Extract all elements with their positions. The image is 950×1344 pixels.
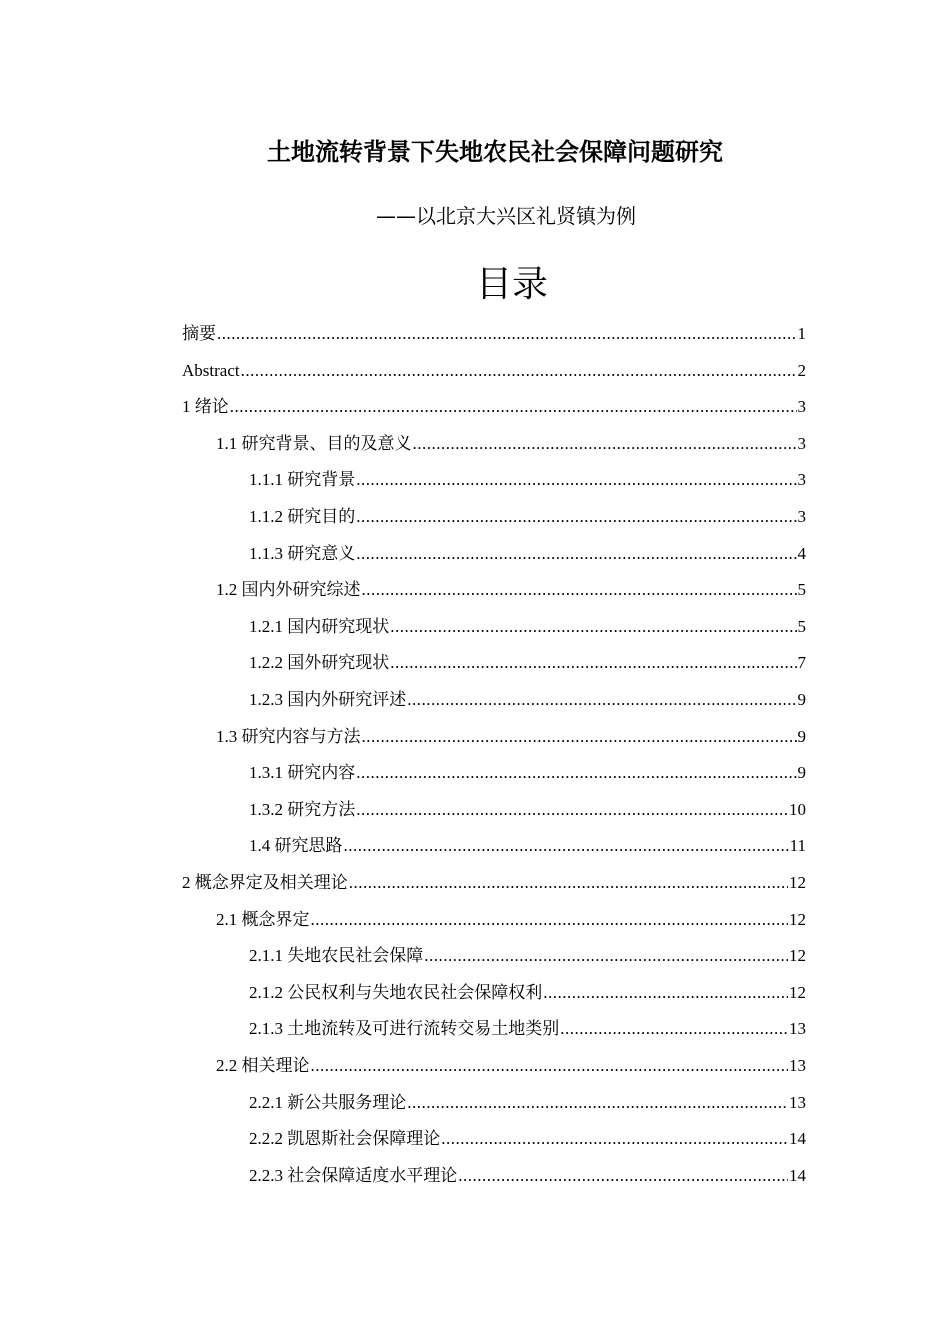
toc-entry[interactable] — [249, 540, 806, 568]
toc-entry-page-number: 3 — [797, 470, 806, 490]
toc-entry-page-number: 13 — [789, 1019, 806, 1039]
toc-entry[interactable] — [182, 869, 806, 897]
toc-leader-dots — [543, 979, 788, 1007]
toc-entry-label: 2.2.1 新公共服务理论 — [249, 1092, 407, 1112]
toc-entry-label: 1.1 研究背景、目的及意义 — [216, 433, 412, 453]
toc-entry[interactable] — [216, 906, 806, 934]
toc-entry-label: 1.3.1 研究内容 — [249, 763, 356, 783]
toc-entry-page-number: 2 — [797, 360, 806, 380]
toc-leader-dots — [217, 320, 797, 348]
toc-entry-page-number: 12 — [789, 873, 806, 892]
toc-entry-page-number: 1 — [797, 324, 806, 343]
toc-leader-dots — [230, 393, 797, 421]
toc-leader-dots — [390, 649, 796, 677]
toc-entry[interactable] — [249, 503, 806, 531]
toc-entry-page-number: 3 — [797, 507, 806, 526]
toc-entry-label: 2.1 概念界定 — [216, 909, 310, 929]
toc-entry-label: 2.1.1 失地农民社会保障 — [249, 946, 424, 966]
toc-leader-dots — [356, 759, 796, 787]
toc-entry-label: 1 绪论 — [182, 397, 229, 417]
toc-leader-dots — [356, 540, 796, 568]
toc-entry-page-number: 7 — [797, 653, 806, 673]
toc-leader-dots — [362, 576, 797, 604]
toc-leader-dots — [362, 723, 797, 751]
toc-entry-label: 1.1.1 研究背景 — [249, 470, 356, 490]
toc-entry[interactable] — [249, 1125, 806, 1153]
toc-leader-dots — [241, 357, 797, 385]
toc-entry-page-number: 9 — [797, 726, 806, 746]
toc-entry-label: 1.2.1 国内研究现状 — [249, 616, 390, 636]
toc-leader-dots — [441, 1125, 788, 1153]
toc-leader-dots — [311, 906, 789, 934]
toc-entry-page-number: 12 — [789, 946, 806, 966]
toc-entry-page-number: 14 — [789, 1165, 806, 1185]
toc-leader-dots — [390, 613, 796, 641]
toc-entry-page-number: 10 — [789, 799, 806, 819]
toc-entry-label: 2.2.3 社会保障适度水平理论 — [249, 1165, 458, 1185]
toc-entry[interactable] — [216, 723, 806, 751]
toc-entry[interactable] — [182, 393, 806, 421]
toc-entry-page-number: 4 — [797, 543, 806, 563]
toc-entry[interactable] — [182, 320, 806, 348]
toc-entry-label: Abstract — [182, 360, 240, 380]
toc-entry[interactable] — [249, 686, 806, 714]
toc-entry-label: 1.2.3 国内外研究评述 — [249, 690, 407, 709]
toc-entry[interactable] — [249, 942, 806, 970]
toc-entry-label: 1.4 研究思路 — [249, 836, 343, 856]
toc-entry-page-number: 13 — [789, 1092, 806, 1112]
toc-leader-dots — [560, 1015, 788, 1043]
toc-leader-dots — [311, 1052, 789, 1080]
toc-entry[interactable] — [216, 576, 806, 604]
toc-entry[interactable] — [249, 1089, 806, 1117]
toc-entry[interactable] — [249, 979, 806, 1007]
toc-entry[interactable] — [249, 649, 806, 677]
toc-leader-dots — [413, 430, 797, 458]
toc-entry-page-number: 5 — [797, 616, 806, 636]
toc-entry[interactable] — [249, 1015, 806, 1043]
toc-entry-label: 1.3.2 研究方法 — [249, 799, 356, 819]
toc-leader-dots — [458, 1162, 788, 1190]
toc-entry-page-number: 14 — [789, 1129, 806, 1149]
toc-entry-page-number: 9 — [797, 763, 806, 783]
toc-entry-page-number: 3 — [797, 397, 806, 417]
toc-entry-label: 2 概念界定及相关理论 — [182, 873, 348, 892]
toc-leader-dots — [407, 1089, 788, 1117]
toc-entry[interactable] — [216, 430, 806, 458]
toc-entry-label: 1.1.3 研究意义 — [249, 543, 356, 563]
toc-entry[interactable] — [249, 796, 806, 824]
toc-leader-dots — [356, 503, 796, 531]
toc-entry-label: 2.1.3 土地流转及可进行流转交易土地类别 — [249, 1019, 560, 1039]
toc-entry[interactable] — [249, 466, 806, 494]
toc-entry[interactable] — [216, 1052, 806, 1080]
toc-leader-dots — [349, 869, 788, 897]
toc-entry-page-number: 12 — [789, 982, 806, 1002]
toc-leader-dots — [356, 796, 788, 824]
toc-leader-dots — [344, 832, 789, 860]
toc-entry[interactable] — [249, 1162, 806, 1190]
toc-entry[interactable] — [182, 357, 806, 385]
document-subtitle: ——以北京大兴区礼贤镇为例 — [376, 204, 636, 228]
toc-entry[interactable] — [249, 613, 806, 641]
toc-entry-label: 1.2.2 国外研究现状 — [249, 653, 390, 673]
toc-entry-page-number: 11 — [789, 836, 806, 856]
toc-entry[interactable] — [249, 832, 806, 860]
toc-entry[interactable] — [249, 759, 806, 787]
toc-entry-label: 摘要 — [182, 324, 216, 343]
toc-entry-page-number: 5 — [797, 580, 806, 600]
toc-entry-page-number: 9 — [797, 690, 806, 709]
toc-leader-dots — [356, 466, 796, 494]
toc-entry-label: 2.2 相关理论 — [216, 1056, 310, 1075]
toc-entry-label: 1.2 国内外研究综述 — [216, 580, 361, 600]
toc-leader-dots — [424, 942, 788, 970]
toc-entry-page-number: 12 — [789, 909, 806, 929]
toc-entry-label: 2.2.2 凯恩斯社会保障理论 — [249, 1129, 441, 1149]
toc-heading: 目录 — [475, 264, 548, 305]
toc-entry-label: 1.1.2 研究目的 — [249, 507, 356, 526]
toc-leader-dots — [407, 686, 796, 714]
toc-entry-label: 2.1.2 公民权利与失地农民社会保障权利 — [249, 982, 543, 1002]
toc-entry-page-number: 13 — [789, 1056, 806, 1075]
toc-entry-label: 1.3 研究内容与方法 — [216, 726, 361, 746]
toc-entry-page-number: 3 — [797, 433, 806, 453]
document-title: 土地流转背景下失地农民社会保障问题研究 — [267, 138, 723, 166]
